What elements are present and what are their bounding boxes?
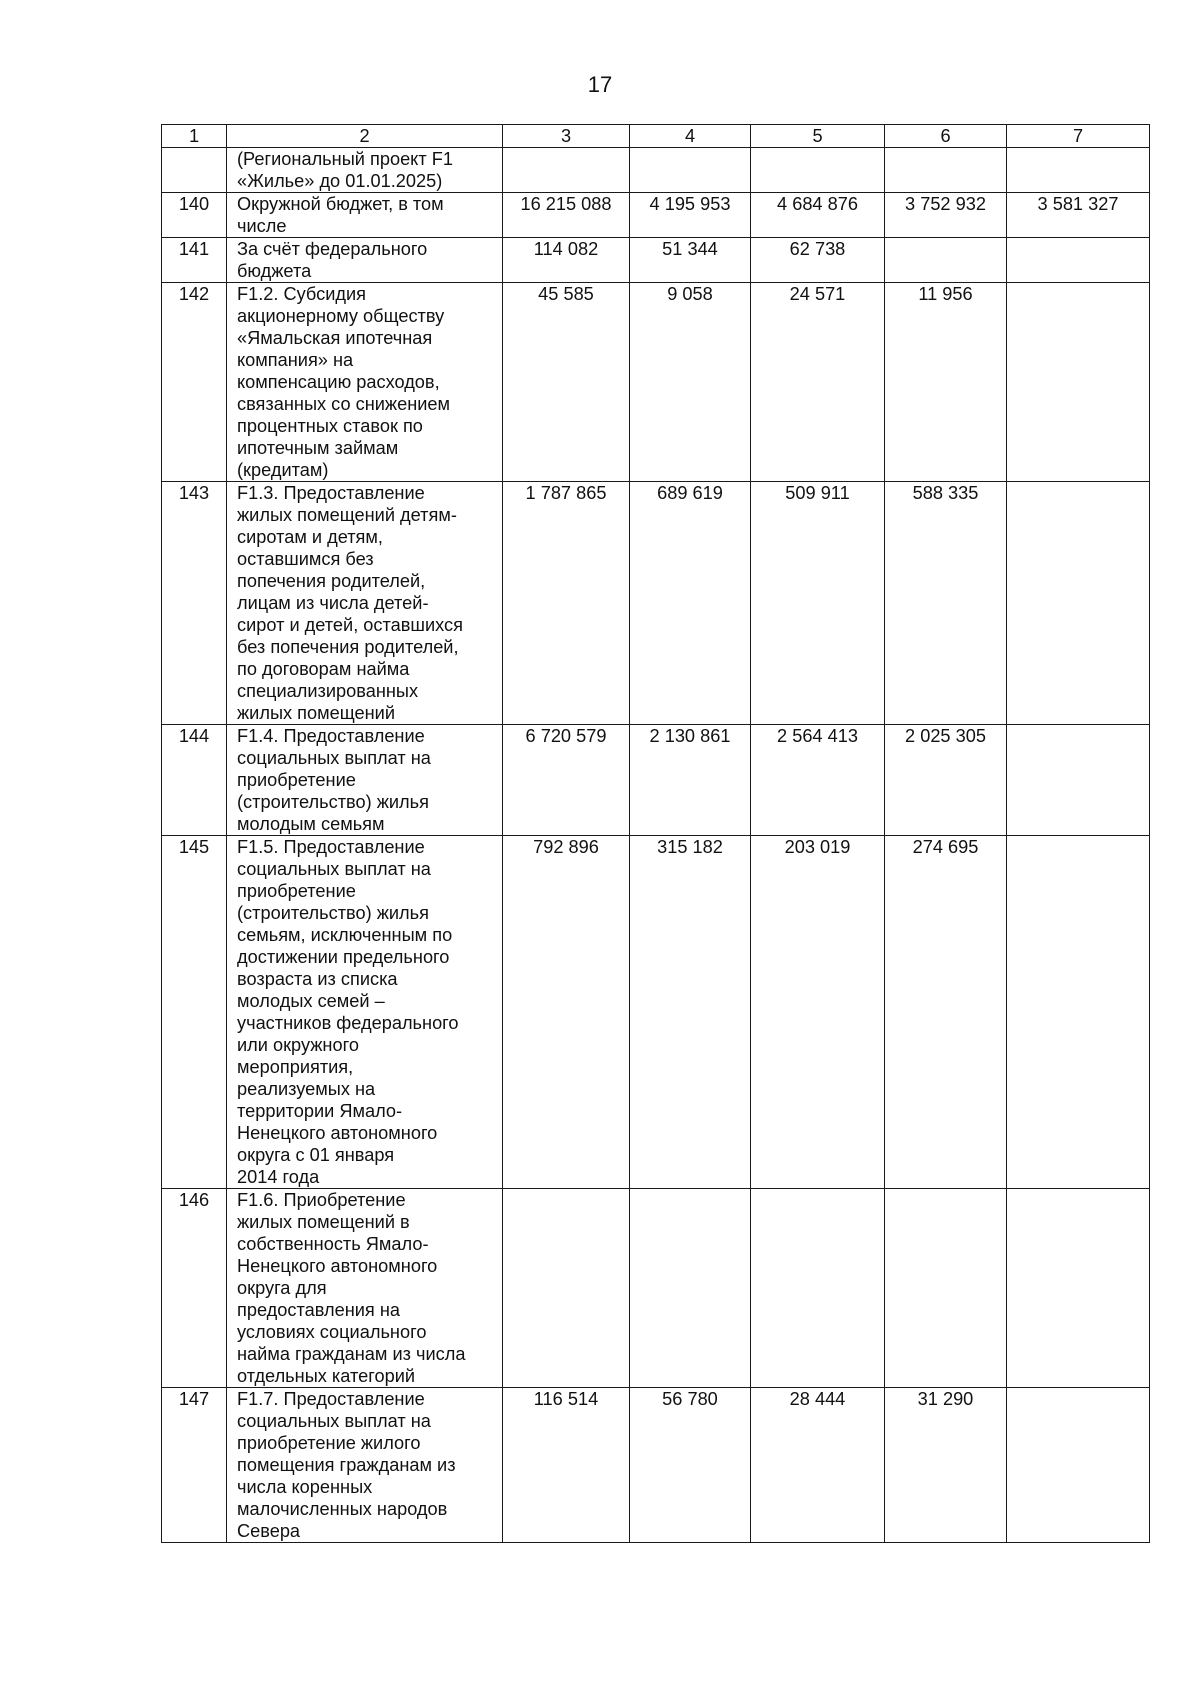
value-cell-col7 [1007, 725, 1150, 836]
table-row [162, 283, 1150, 482]
value-cell-col6: 11 956 [885, 283, 1007, 482]
value-cell-col5 [751, 148, 885, 193]
value-cell-col3: 792 896 [503, 836, 630, 1189]
value-cell-col4: 4 195 953 [630, 193, 751, 238]
value-cell-col7 [1007, 238, 1150, 283]
value-cell-col7 [1007, 836, 1150, 1189]
value-cell-col5: 4 684 876 [751, 193, 885, 238]
value-cell-col6 [885, 148, 1007, 193]
value-cell-col4: 689 619 [630, 482, 751, 725]
value-cell-col3: 6 720 579 [503, 725, 630, 836]
budget-table [161, 124, 1150, 1543]
column-header: 2 [227, 125, 503, 148]
column-header: 5 [751, 125, 885, 148]
table-row [162, 836, 1150, 1189]
row-number-cell: 145 [162, 836, 227, 1189]
value-cell-col7 [1007, 1189, 1150, 1388]
value-cell-col4: 315 182 [630, 836, 751, 1189]
description-cell: F1.7. Предоставление социальных выплат на приобретение жилого помещения гражданам из числа коренных малочисленных народов Севера [227, 1388, 503, 1543]
value-cell-col3 [503, 1189, 630, 1388]
table-row [162, 148, 1150, 193]
value-cell-col3: 114 082 [503, 238, 630, 283]
table-row [162, 1388, 1150, 1543]
value-cell-col7 [1007, 283, 1150, 482]
value-cell-col4 [630, 148, 751, 193]
table-row [162, 482, 1150, 725]
page-number: 17 [587, 72, 613, 97]
value-cell-col5: 24 571 [751, 283, 885, 482]
description-cell: F1.5. Предоставление социальных выплат на приобретение (строительство) жилья семьям, исключенным по достижении предельного возраста из списка молодых семей – участников федерального или окружного мероприятия, реализуемых на территории Ямало- Ненецкого автономного округа с 01 января 2014 года [227, 836, 503, 1189]
description-cell: Окружной бюджет, в том числе [227, 193, 503, 238]
value-cell-col4: 9 058 [630, 283, 751, 482]
value-cell-col5 [751, 1189, 885, 1388]
column-header: 3 [503, 125, 630, 148]
column-header: 4 [630, 125, 751, 148]
value-cell-col6: 2 025 305 [885, 725, 1007, 836]
value-cell-col5: 2 564 413 [751, 725, 885, 836]
value-cell-col6 [885, 238, 1007, 283]
value-cell-col6: 31 290 [885, 1388, 1007, 1543]
description-cell: F1.2. Субсидия акционерному обществу «Ямальская ипотечная компания» на компенсацию расходов, связанных со снижением процентных ставок по ипотечным займам (кредитам) [227, 283, 503, 482]
table-row [162, 238, 1150, 283]
value-cell-col7 [1007, 148, 1150, 193]
row-number-cell: 147 [162, 1388, 227, 1543]
row-number-cell: 141 [162, 238, 227, 283]
row-number-cell: 144 [162, 725, 227, 836]
value-cell-col6 [885, 1189, 1007, 1388]
row-number-cell: 140 [162, 193, 227, 238]
value-cell-col5: 203 019 [751, 836, 885, 1189]
description-cell: F1.4. Предоставление социальных выплат на приобретение (строительство) жилья молодым семьям [227, 725, 503, 836]
value-cell-col5: 62 738 [751, 238, 885, 283]
value-cell-col5: 28 444 [751, 1388, 885, 1543]
value-cell-col3: 16 215 088 [503, 193, 630, 238]
value-cell-col3: 45 585 [503, 283, 630, 482]
description-cell: За счёт федерального бюджета [227, 238, 503, 283]
description-cell: (Региональный проект F1 «Жилье» до 01.01.2025) [227, 148, 503, 193]
value-cell-col7: 3 581 327 [1007, 193, 1150, 238]
value-cell-col6: 274 695 [885, 836, 1007, 1189]
column-header: 7 [1007, 125, 1150, 148]
value-cell-col4: 2 130 861 [630, 725, 751, 836]
value-cell-col7 [1007, 1388, 1150, 1543]
value-cell-col7 [1007, 482, 1150, 725]
description-cell: F1.3. Предоставление жилых помещений детям- сиротам и детям, оставшимся без попечения родителей, лицам из числа детей- сирот и детей, оставшихся без попечения родителей, по договорам найма специализированных жилых помещений [227, 482, 503, 725]
column-header: 1 [162, 125, 227, 148]
table-row [162, 193, 1150, 238]
value-cell-col6: 3 752 932 [885, 193, 1007, 238]
value-cell-col6: 588 335 [885, 482, 1007, 725]
value-cell-col4: 51 344 [630, 238, 751, 283]
row-number-cell [162, 148, 227, 193]
value-cell-col3 [503, 148, 630, 193]
value-cell-col4 [630, 1189, 751, 1388]
table-row [162, 725, 1150, 836]
description-cell: F1.6. Приобретение жилых помещений в собственность Ямало- Ненецкого автономного округа для предоставления на условиях социального найма гражданам из числа отдельных категорий [227, 1189, 503, 1388]
value-cell-col3: 116 514 [503, 1388, 630, 1543]
row-number-cell: 143 [162, 482, 227, 725]
row-number-cell: 142 [162, 283, 227, 482]
value-cell-col3: 1 787 865 [503, 482, 630, 725]
column-header: 6 [885, 125, 1007, 148]
value-cell-col5: 509 911 [751, 482, 885, 725]
table-row [162, 1189, 1150, 1388]
value-cell-col4: 56 780 [630, 1388, 751, 1543]
row-number-cell: 146 [162, 1189, 227, 1388]
table-header-row [162, 125, 1150, 148]
